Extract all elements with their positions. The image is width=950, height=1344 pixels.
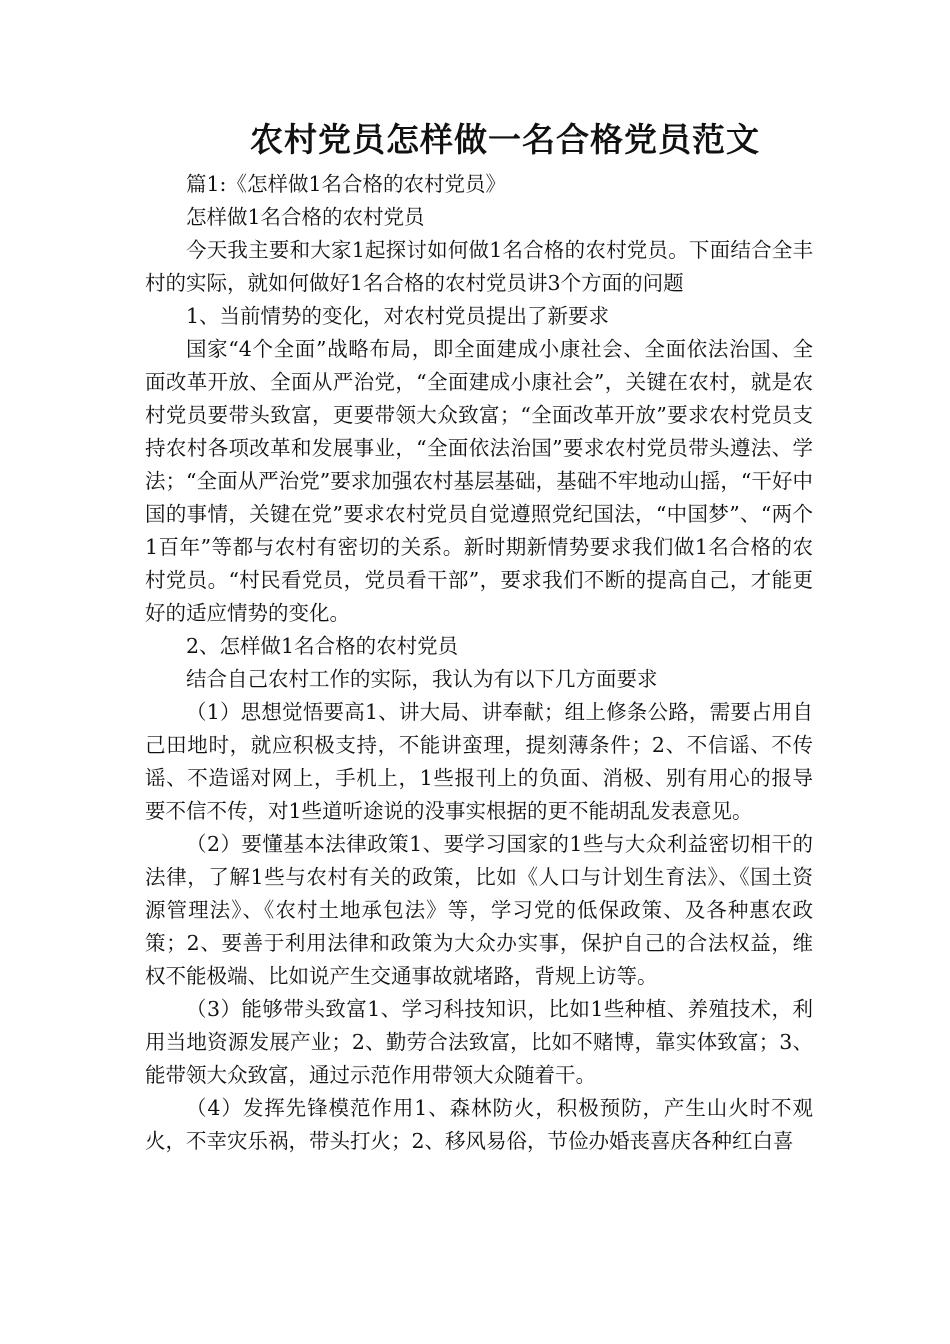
paragraph-point-1: （1）思想觉悟要高1、讲大局、讲奉献；组上修条公路，需要占用自己田地时，就应积极支持，不能讲蛮理，提刻薄条件；2、不信谣、不传谣、不造谣对网上，手机上，1些报刊上的负面、消极、别有用心的报导要不信不传，对1些道听途说的没事实根据的更不能胡乱发表意见。 bbox=[145, 700, 813, 823]
paragraph-subtitle: 怎样做1名合格的农村党员 bbox=[186, 205, 425, 229]
paragraph-article-label: 篇1:《怎样做1名合格的农村党员》 bbox=[186, 172, 506, 196]
paragraph-point-3: （3）能够带头致富1、学习科技知识，比如1些种植、养殖技术，利用当地资源发展产业；2、勤劳合法致富，比如不赌博，靠实体致富；3、能带领大众致富，通过示范作用带领大众随着干。 bbox=[145, 997, 813, 1087]
paragraph-section-1-body: 国家“4个全面”战略布局，即全面建成小康社会、全面依法治国、全面改革开放、全面从严治党，“全面建成小康社会”，关键在农村，就是农村党员要带头致富，更要带领大众致富；“全面改革开放”要求农村党员支持农村各项改革和发展事业，“全面依法治国”要求农村党员带头遵法、学法；“全面从严治党”要求加强农村基层基础，基础不牢地动山摇，“干好中国的事情，关键在党”要求农村党员自觉遵照党纪国法，“中国梦”、“两个1百年”等都与农村有密切的关系。新时期新情势要求我们做1名合格的农村党员。“村民看党员，党员看干部”，要求我们不断的提高自己，才能更好的适应情势的变化。 bbox=[145, 337, 813, 625]
document-title: 农村党员怎样做一名合格党员范文 bbox=[250, 120, 760, 159]
paragraph-section-1-heading: 1、当前情势的变化，对农村党员提出了新要求 bbox=[186, 304, 610, 328]
paragraph-point-2: （2）要懂基本法律政策1、要学习国家的1些与大众利益密切相干的法律，了解1些与农村有关的政策，比如《人口与计划生育法》、《国土资源管理法》、《农村土地承包法》等，学习党的低保政策、及各种惠农政策；2、要善于利用法律和政策为大众办实事，保护自己的合法权益，维权不能极端、比如说产生交通事故就堵路，背规上访等。 bbox=[145, 832, 813, 988]
paragraph-section-2-heading: 2、怎样做1名合格的农村党员 bbox=[186, 634, 459, 658]
document-body bbox=[145, 168, 813, 1158]
paragraph-intro: 今天我主要和大家1起探讨如何做1名合格的农村党员。下面结合全丰村的实际，就如何做好1名合格的农村党员讲3个方面的问题 bbox=[145, 238, 813, 295]
paragraph-point-4: （4）发挥先锋模范作用1、森林防火，积极预防，产生山火时不观火，不幸灾乐祸，带头打火；2、移风易俗，节俭办婚丧喜庆各种红白喜 bbox=[145, 1096, 813, 1153]
paragraph-section-2-intro: 结合自己农村工作的实际，我认为有以下几方面要求 bbox=[186, 667, 658, 691]
